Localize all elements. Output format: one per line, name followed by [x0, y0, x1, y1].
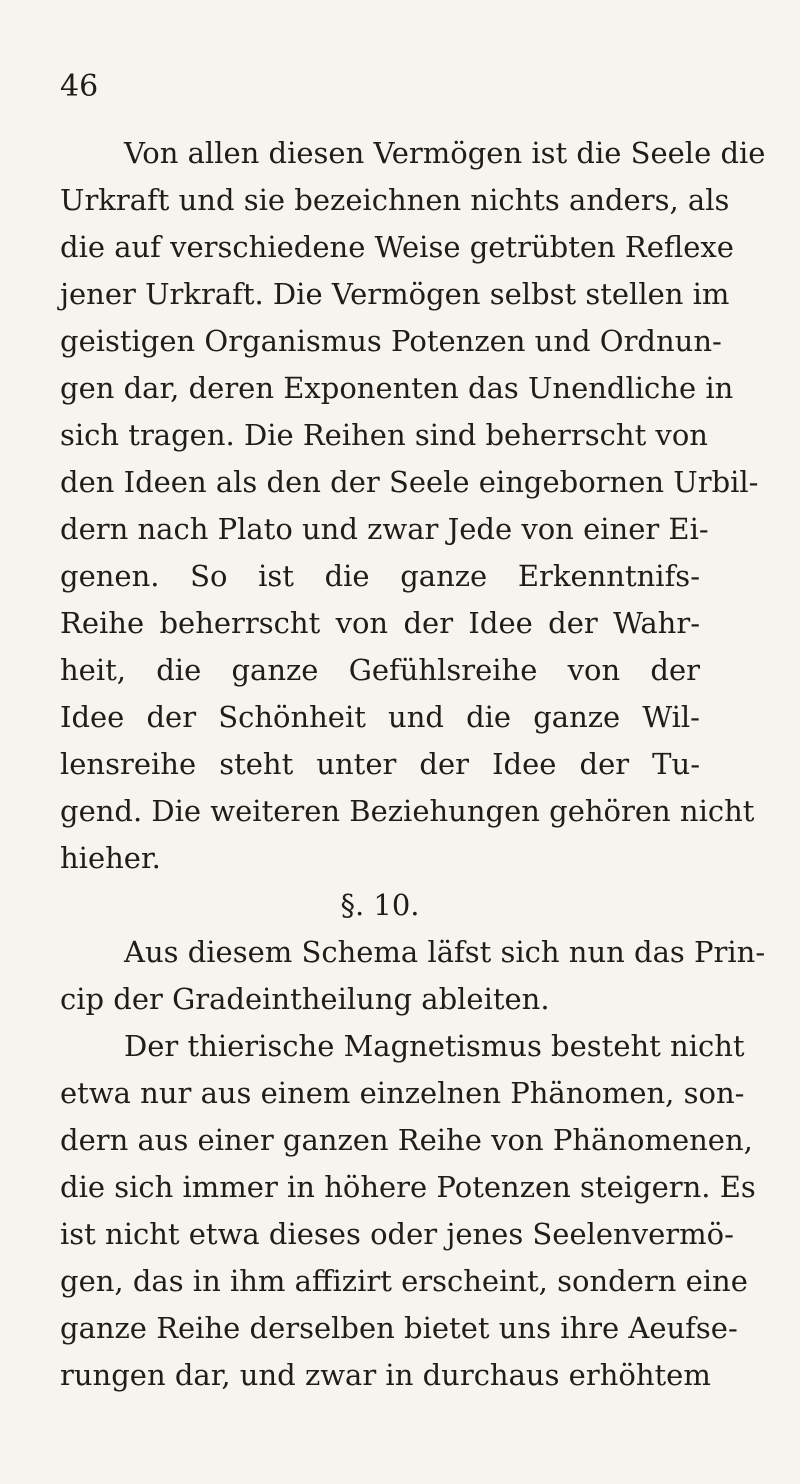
text-line: Reihe beherrscht von der Idee der Wahr- — [60, 606, 700, 640]
text-line: lensreihe steht unter der Idee der Tu- — [60, 747, 700, 781]
text-line: die auf verschiedene Weise getrübten Reflexe — [60, 230, 734, 264]
text-line: genen. So ist die ganze Erkenntnifs- — [60, 559, 700, 593]
text-line: dern aus einer ganzen Reihe von Phänomenen, — [60, 1123, 753, 1157]
text-line: dern nach Plato und zwar Jede von einer Ei- — [60, 512, 709, 546]
body-text — [60, 130, 766, 1399]
text-line: gen, das in ihm affizirt erscheint, sondern eine — [60, 1264, 748, 1298]
text-line: ist nicht etwa dieses oder jenes Seelenvermö- — [60, 1217, 734, 1251]
text-line: sich tragen. Die Reihen sind beherrscht von — [60, 418, 708, 452]
text-line: etwa nur aus einem einzelnen Phänomen, son- — [60, 1076, 745, 1110]
text-line: Von allen diesen Vermögen ist die Seele die — [124, 136, 766, 170]
text-line: gen dar, deren Exponenten das Unendliche in — [60, 371, 734, 405]
text-line: Urkraft und sie bezeichnen nichts anders, als — [60, 183, 730, 217]
text-line: rungen dar, und zwar in durchaus erhöhtem — [60, 1358, 711, 1392]
text-line: heit, die ganze Gefühlsreihe von der — [60, 653, 700, 687]
text-line: jener Urkraft. Die Vermögen selbst stellen im — [60, 277, 730, 311]
text-line: Aus diesem Schema läfst sich nun das Prin- — [124, 935, 766, 969]
text-line: gend. Die weiteren Beziehungen gehören nicht — [60, 794, 755, 828]
text-line: den Ideen als den der Seele eingebornen Urbil- — [60, 465, 759, 499]
page-number: 46 — [60, 69, 99, 104]
text-line: geistigen Organismus Potenzen und Ordnun- — [60, 324, 722, 358]
text-line: Der thierische Magnetismus besteht nicht — [124, 1029, 745, 1063]
text-line: hieher. — [60, 841, 161, 875]
text-line: ganze Reihe derselben bietet uns ihre Aeufse- — [60, 1311, 738, 1345]
text-line: cip der Gradeintheilung ableiten. — [60, 982, 550, 1016]
section-heading: §. 10. — [340, 888, 420, 922]
text-line: die sich immer in höhere Potenzen steigern. Es — [60, 1170, 756, 1204]
text-line: Idee der Schönheit und die ganze Wil- — [60, 700, 700, 734]
